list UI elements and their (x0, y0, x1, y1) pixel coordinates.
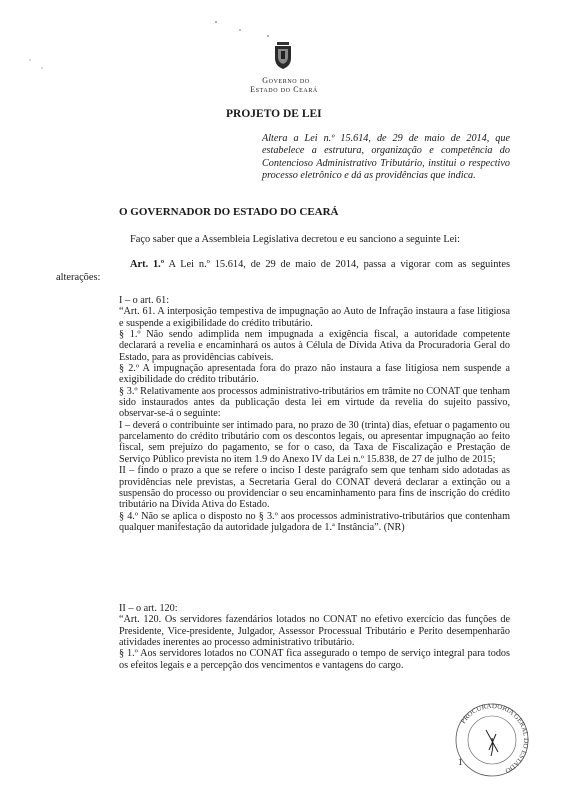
item-i-paragraph: II – findo o prazo a que se refere o inciso I deste parágrafo sem que tenham sido adotadas as providências nele previstas, a Secretaria Geral do CONAT deverá declarar a extinção ou a suspensão do processo ou providenciar o seu encaminhamento para fins de inscrição do crédito tributário na Dívida Ativa do Estado. (119, 465, 510, 511)
item-ii-paragraph: § 1.º Aos servidores lotados no CONAT fica assegurado o tempo de serviço integral para todos os efeitos legais e a percepção dos vencimentos e vantagens do cargo. (119, 648, 510, 671)
governor-heading: O GOVERNADOR DO ESTADO DO CEARÁ (119, 206, 339, 218)
ementa: Altera a Lei n.º 15.614, de 29 de maio de 2014, que estabelece a estrutura, organização e competência do Contencioso Administrativo Tributário, institui o respectivo processo eletrônico e dá as providências que indica. (262, 133, 510, 181)
item-ii-paragraph: “Art. 120. Os servidores fazendários lotados no CONAT no efetivo exercício das funções de Presidente, Vice-presidente, Julgador, Assessor Processual Tributário e Perito desempenharão atividades inerentes ao processo administrativo tributário. (119, 614, 510, 649)
header-government: Governo do (262, 76, 310, 85)
document-title: PROJETO DE LEI (226, 108, 322, 120)
coat-of-arms-icon (272, 42, 294, 70)
item-ii-heading: II – o art. 120: (119, 603, 178, 614)
item-i-paragraph: § 3.º Relativamente aos processos administrativo-tributários em trâmite no CONAT que tenham sido instaurados antes da publicação desta lei em virtude da revelia do sujeito passivo, observar-se-á o seguinte: (119, 385, 510, 420)
item-ii-block (119, 603, 510, 671)
page-number: 1 (458, 757, 463, 767)
article-1-text: A Lei n.º 15.614, de 29 de maio de 2014, passa a vigorar com as seguintes alterações: (56, 259, 510, 284)
stamp-text: PROCURADORIA GERAL DO ESTADO (459, 701, 531, 775)
item-i-paragraph: I – deverá o contribuinte ser intimado para, no prazo de 30 (trinta) dias, efetuar o pagamento ou parcelamento do crédito tributário com os descontos legais, ou apresentar impugnação ao feito fiscal, sem prejuízo do pagamento, se for o caso, da Taxa de Fiscalização e Prestação de Serviço Público prevista no item 1.9 do Anexo IV da Lei n.º 15.838, de 27 de julho de 2015; (119, 419, 510, 465)
signature-mark (486, 730, 498, 756)
item-i-paragraph: § 4.º Não se aplica o disposto no § 3.º aos processos administrativo-tributários que contenham qualquer manifestação da autoridade julgadora de 1.ª Instância”. (NR) (119, 510, 510, 533)
intro-text: Faço saber que a Assembleia Legislativa decretou e eu sanciono a seguinte Lei: (130, 234, 461, 245)
item-i-block (119, 295, 510, 533)
item-i-paragraph: § 2.º A impugnação apresentada fora do prazo não instaura a fase litigiosa nem suspende a exigibilidade do crédito tributário. (119, 363, 510, 386)
article-1-label: Art. 1.º (130, 259, 165, 270)
procuradoria-stamp (452, 700, 532, 780)
header-state: Estado do Ceará (250, 85, 318, 94)
item-i-heading: I – o art. 61: (119, 295, 170, 306)
item-i-paragraph: § 1.º Não sendo adimplida nem impugnada a exigência fiscal, a autoridade competente declarará a revelia e encaminhará os autos à Célula de Dívida Ativa da Procuradoria Geral do Estado, para as providências cabíveis. (119, 329, 510, 363)
article-1 (56, 258, 510, 284)
item-i-paragraph: “Art. 61. A interposição tempestiva de impugnação ao Auto de Infração instaura a fase litigiosa e suspende a exigibilidade do crédito tributário. (119, 306, 510, 329)
